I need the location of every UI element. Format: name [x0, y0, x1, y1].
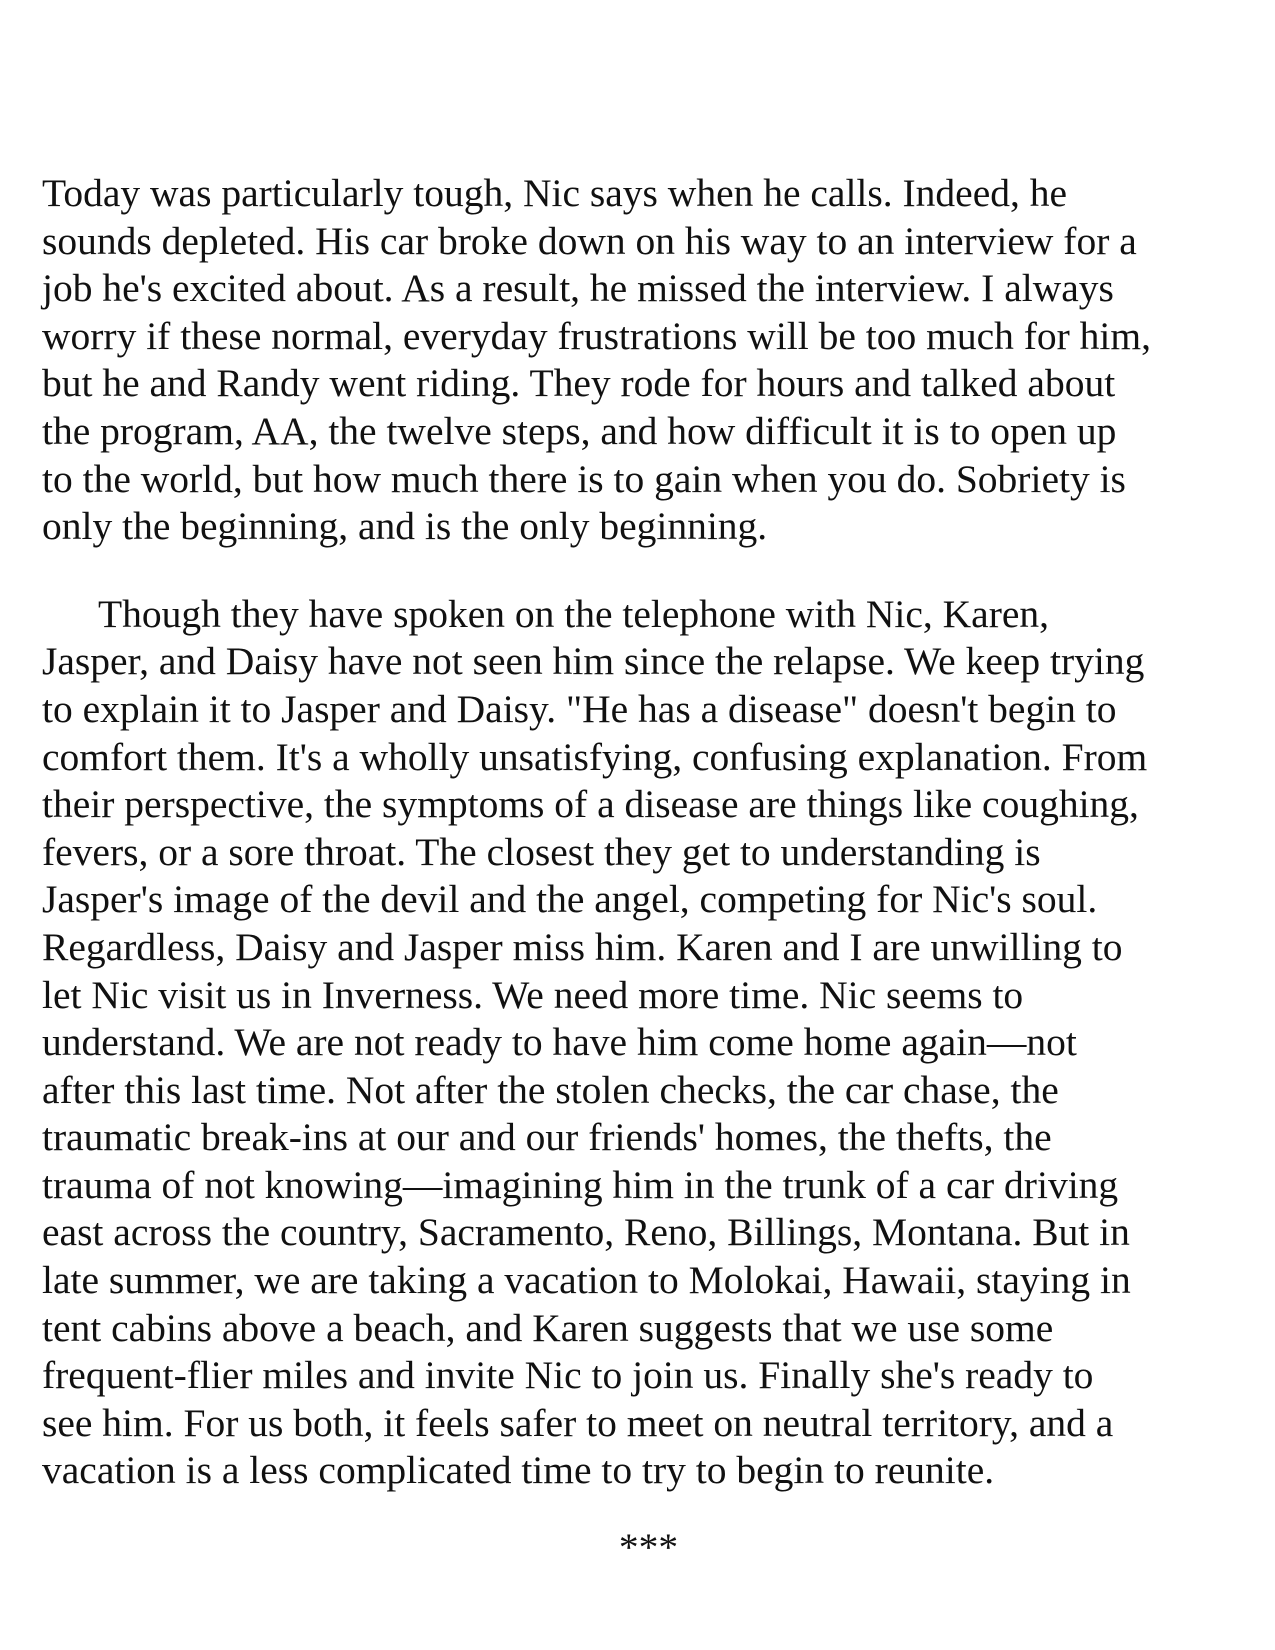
section-separator: *** [618, 1525, 679, 1569]
text-line: east across the country, Sacramento, Reno, Billings, Montana. But in [42, 1210, 1130, 1255]
text-line: frequent-flier miles and invite Nic to join us. Finally she's ready to [42, 1353, 1094, 1398]
paragraph-2 [42, 591, 1242, 1495]
text-line: late summer, we are taking a vacation to Molokai, Hawaii, staying in [42, 1258, 1131, 1303]
text-line: understand. We are not ready to have him come home again—not [42, 1020, 1077, 1065]
text-line: vacation is a less complicated time to try to begin to reunite. [42, 1448, 995, 1493]
text-line: see him. For us both, it feels safer to meet on neutral territory, and a [42, 1400, 1114, 1445]
paragraph-gap [42, 551, 1242, 591]
text-line: Jasper's image of the devil and the angel, competing for Nic's soul. [42, 877, 1098, 922]
body-text [42, 170, 1242, 1495]
text-line: comfort them. It's a wholly unsatisfying, confusing explanation. From [42, 734, 1148, 779]
text-line-indented: Though they have spoken on the telephone with Nic, Karen, [98, 591, 1050, 636]
text-line: traumatic break-ins at our and our friends' homes, the thefts, the [42, 1115, 1052, 1160]
text-line: to explain it to Jasper and Daisy. "He has a disease" doesn't begin to [42, 686, 1117, 731]
text-line: let Nic visit us in Inverness. We need more time. Nic seems to [42, 972, 1024, 1017]
text-line: only the beginning, and is the only beginning. [42, 504, 768, 549]
text-line: to the world, but how much there is to gain when you do. Sobriety is [42, 456, 1126, 501]
text-line: trauma of not knowing—imagining him in the trunk of a car driving [42, 1162, 1119, 1207]
text-line: worry if these normal, everyday frustrations will be too much for him, [42, 313, 1152, 358]
text-line: Regardless, Daisy and Jasper miss him. Karen and I are unwilling to [42, 924, 1123, 969]
text-line: after this last time. Not after the stolen checks, the car chase, the [42, 1067, 1059, 1112]
text-line: the program, AA, the twelve steps, and how difficult it is to open up [42, 408, 1117, 453]
text-line: but he and Randy went riding. They rode for hours and talked about [42, 361, 1116, 406]
paragraph-1 [42, 170, 1242, 551]
text-line: fevers, or a sore throat. The closest they get to understanding is [42, 829, 1041, 874]
text-line: tent cabins above a beach, and Karen suggests that we use some [42, 1305, 1054, 1350]
text-line: Jasper, and Daisy have not seen him since the relapse. We keep trying [42, 639, 1145, 684]
text-line: their perspective, the symptoms of a disease are things like coughing, [42, 782, 1139, 827]
text-line: Today was particularly tough, Nic says when he calls. Indeed, he [42, 171, 1068, 215]
text-line: sounds depleted. His car broke down on his way to an interview for a [42, 218, 1137, 263]
text-line: job he's excited about. As a result, he missed the interview. I always [42, 266, 1114, 311]
